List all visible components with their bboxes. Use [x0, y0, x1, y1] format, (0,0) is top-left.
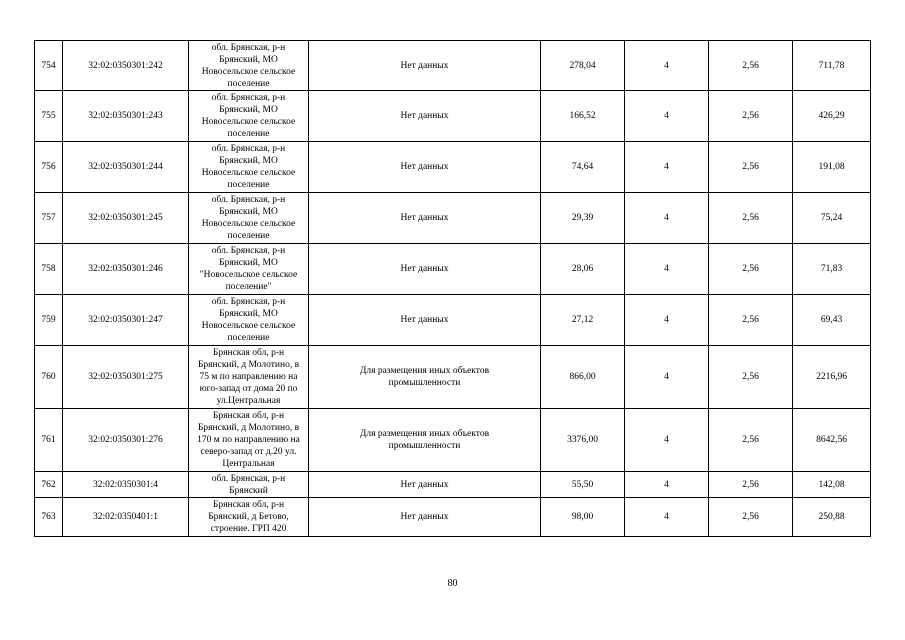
address: Брянская обл, р-н Брянский, д Молотино, в 170 м по направлению на северо-запад от д.20 ул. Центральная: [189, 409, 309, 472]
col7-value: 2,56: [709, 295, 793, 346]
col6-value: 4: [625, 498, 709, 537]
cadastral-number: 32:02:0350301:246: [63, 244, 189, 295]
area: 28,06: [541, 244, 625, 295]
cadastral-number: 32:02:0350301:242: [63, 41, 189, 91]
col7-value: 2,56: [709, 91, 793, 142]
col6-value: 4: [625, 244, 709, 295]
col6-value: 4: [625, 346, 709, 409]
col6-value: 4: [625, 409, 709, 472]
total-value: 426,29: [793, 91, 871, 142]
col6-value: 4: [625, 193, 709, 244]
permitted-use: Нет данных: [309, 41, 541, 91]
col7-value: 2,56: [709, 142, 793, 193]
row-number: 762: [35, 472, 63, 498]
area: 98,00: [541, 498, 625, 537]
row-number: 758: [35, 244, 63, 295]
address: обл. Брянская, р-н Брянский, МО "Новосельское сельское поселение": [189, 244, 309, 295]
area: 74,64: [541, 142, 625, 193]
row-number: 761: [35, 409, 63, 472]
table-row: [35, 91, 871, 142]
permitted-use: Нет данных: [309, 295, 541, 346]
permitted-use: Нет данных: [309, 498, 541, 537]
table-row: [35, 244, 871, 295]
col7-value: 2,56: [709, 409, 793, 472]
col7-value: 2,56: [709, 346, 793, 409]
row-number: 759: [35, 295, 63, 346]
col6-value: 4: [625, 142, 709, 193]
total-value: 191,08: [793, 142, 871, 193]
row-number: 756: [35, 142, 63, 193]
cadastral-number: 32:02:0350301:247: [63, 295, 189, 346]
total-value: 69,43: [793, 295, 871, 346]
area: 278,04: [541, 41, 625, 91]
table-row: [35, 41, 871, 91]
permitted-use: Нет данных: [309, 193, 541, 244]
land-plots-table: [34, 40, 871, 537]
address: Брянская обл, р-н Брянский, д Бетово, строение. ГРП 420: [189, 498, 309, 537]
cadastral-number: 32:02:0350301:276: [63, 409, 189, 472]
table-row: [35, 472, 871, 498]
total-value: 2216,96: [793, 346, 871, 409]
total-value: 8642,56: [793, 409, 871, 472]
cadastral-number: 32:02:0350301:245: [63, 193, 189, 244]
cadastral-number: 32:02:0350301:244: [63, 142, 189, 193]
col7-value: 2,56: [709, 498, 793, 537]
col6-value: 4: [625, 41, 709, 91]
permitted-use: Нет данных: [309, 91, 541, 142]
cadastral-number: 32:02:0350301:4: [63, 472, 189, 498]
total-value: 142,08: [793, 472, 871, 498]
total-value: 75,24: [793, 193, 871, 244]
address: обл. Брянская, р-н Брянский, МО Новосельское сельское поселение: [189, 91, 309, 142]
row-number: 763: [35, 498, 63, 537]
area: 866,00: [541, 346, 625, 409]
cadastral-number: 32:02:0350301:243: [63, 91, 189, 142]
row-number: 760: [35, 346, 63, 409]
table-row: [35, 409, 871, 472]
permitted-use: Нет данных: [309, 244, 541, 295]
col7-value: 2,56: [709, 244, 793, 295]
address: обл. Брянская, р-н Брянский, МО Новосельское сельское поселение: [189, 41, 309, 91]
area: 55,50: [541, 472, 625, 498]
table-body: [35, 41, 871, 537]
page-number: 80: [447, 578, 458, 589]
row-number: 754: [35, 41, 63, 91]
total-value: 71,83: [793, 244, 871, 295]
col6-value: 4: [625, 295, 709, 346]
table-row: [35, 193, 871, 244]
area: 27,12: [541, 295, 625, 346]
cadastral-number: 32:02:0350301:275: [63, 346, 189, 409]
total-value: 711,78: [793, 41, 871, 91]
col6-value: 4: [625, 91, 709, 142]
table-row: [35, 498, 871, 537]
address: обл. Брянская, р-н Брянский, МО Новосельское сельское поселение: [189, 142, 309, 193]
address: обл. Брянская, р-н Брянский, МО Новосельское сельское поселение: [189, 295, 309, 346]
permitted-use: Для размещения иных объектов промышленности: [309, 409, 541, 472]
row-number: 757: [35, 193, 63, 244]
address: обл. Брянская, р-н Брянский, МО Новосельское сельское поселение: [189, 193, 309, 244]
permitted-use: Для размещения иных объектов промышленности: [309, 346, 541, 409]
table-row: [35, 346, 871, 409]
table-row: [35, 295, 871, 346]
col7-value: 2,56: [709, 41, 793, 91]
col7-value: 2,56: [709, 472, 793, 498]
row-number: 755: [35, 91, 63, 142]
permitted-use: Нет данных: [309, 142, 541, 193]
area: 29,39: [541, 193, 625, 244]
permitted-use: Нет данных: [309, 472, 541, 498]
area: 166,52: [541, 91, 625, 142]
total-value: 250,88: [793, 498, 871, 537]
area: 3376,00: [541, 409, 625, 472]
address: обл. Брянская, р-н Брянский: [189, 472, 309, 498]
col6-value: 4: [625, 472, 709, 498]
col7-value: 2,56: [709, 193, 793, 244]
cadastral-number: 32:02:0350401:1: [63, 498, 189, 537]
table-row: [35, 142, 871, 193]
address: Брянская обл, р-н Брянский, д Молотино, в 75 м по направлению на юго-запад от дома 20 по ул.Центральная: [189, 346, 309, 409]
